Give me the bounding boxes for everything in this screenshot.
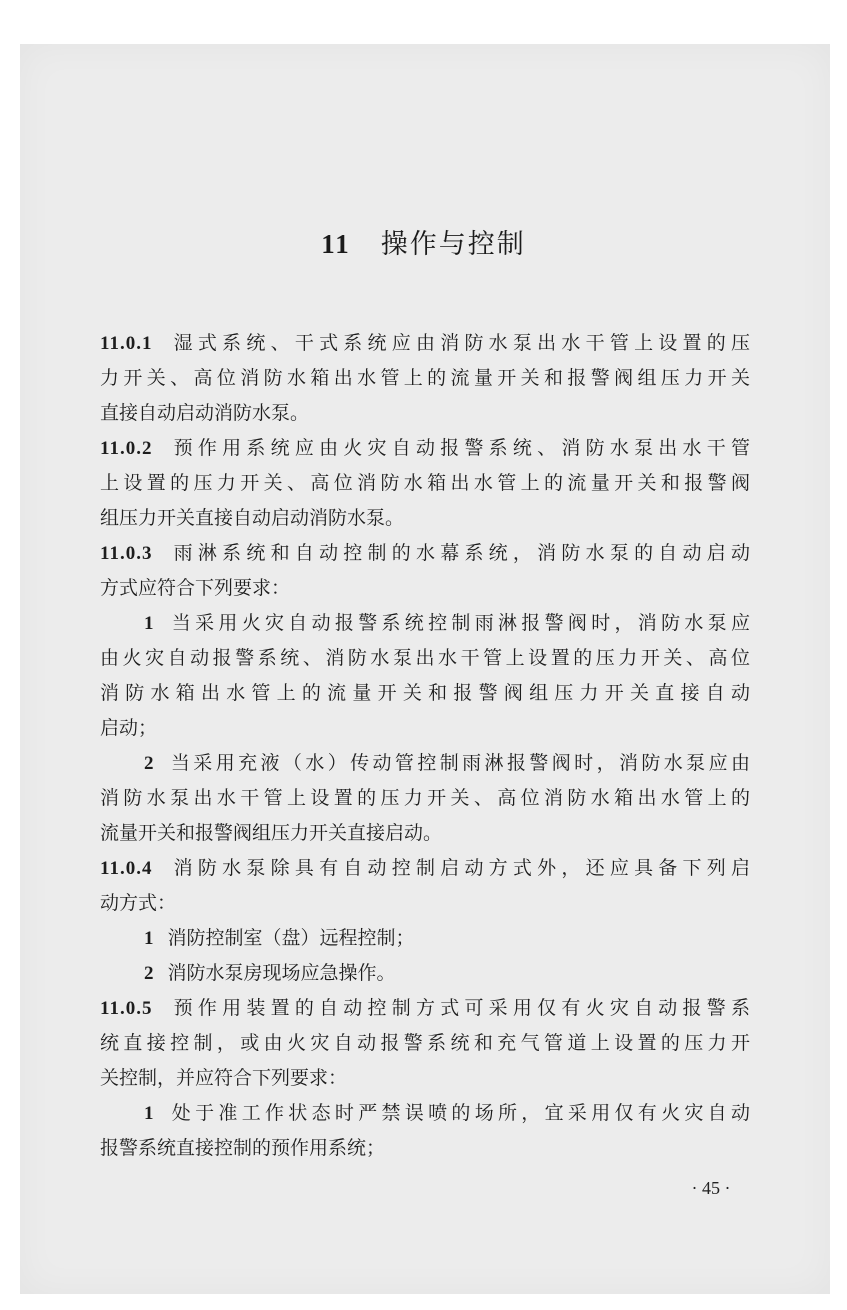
clause-11-0-1-line-3: 直接自动启动消防水泵。 [100,402,310,424]
clause-text: 消防水泵除具有自动控制启动方式外，还应具备下列启 [168,857,750,879]
clause-11-0-5-item-1-line-2: 报警系统直接控制的预作用系统； [100,1137,386,1159]
clause-11-0-4-item-2 [100,956,750,991]
clause-11-0-3-line-1 [100,536,750,571]
clause-11-0-5-line-1 [100,991,750,1026]
item-text: 消防水泵房现场应急操作。 [167,962,396,984]
clause-11-0-3-item-1-line-3: 消防水箱出水管上的流量开关和报警阀组压力开关直接自动 [100,682,750,704]
clause-11-0-3-item-1-line-4: 启动； [100,717,158,739]
clause-11-0-3-item-1-line-2: 由火灾自动报警系统、消防水泵出水干管上设置的压力开关、高位 [100,647,750,669]
chapter-title-text: 操作与控制 [380,229,526,260]
item-number: 2 [144,753,154,774]
item-text: 处于准工作状态时严禁误喷的场所，宜采用仅有火灾自动 [167,1102,750,1124]
clause-11-0-3-item-2-line-3: 流量开关和报警阀组压力开关直接启动。 [100,822,443,844]
clause-number: 11.0.4 [100,858,153,879]
body-text [100,326,750,1166]
clause-11-0-5-item-1-line-1 [100,1096,750,1131]
clause-11-0-5-line-2: 统直接控制，或由火灾自动报警系统和充气管道上设置的压力开 [100,1032,750,1054]
clause-text: 预作用系统应由火灾自动报警系统、消防水泵出水干管 [168,437,750,459]
clause-11-0-1-line-1 [100,326,750,361]
clause-text: 预作用装置的自动控制方式可采用仅有火灾自动报警系 [168,997,750,1019]
clause-text: 湿式系统、干式系统应由消防水泵出水干管上设置的压 [168,332,750,354]
item-text: 消防控制室（盘）远程控制； [167,927,415,949]
chapter-title [0,222,847,261]
clause-11-0-5-line-3: 关控制，并应符合下列要求： [100,1067,348,1089]
clause-11-0-2-line-1 [100,431,750,466]
clause-text: 雨淋系统和自动控制的水幕系统，消防水泵的自动启动 [168,542,750,564]
clause-11-0-3-item-1-line-1 [100,606,750,641]
clause-11-0-2-line-3: 组压力开关直接自动启动消防水泵。 [100,507,405,529]
page-number: · 45 · [691,1178,731,1198]
clause-11-0-4-line-1 [100,851,750,886]
clause-number: 11.0.3 [100,543,153,564]
item-number: 1 [144,928,154,949]
clause-11-0-3-item-2-line-1 [100,746,750,781]
clause-11-0-4-item-1 [100,921,750,956]
clause-number: 11.0.2 [100,438,153,459]
clause-11-0-1-line-2: 力开关、高位消防水箱出水管上的流量开关和报警阀组压力开关 [100,367,750,389]
clause-11-0-2-line-2: 上设置的压力开关、高位消防水箱出水管上的流量开关和报警阀 [100,472,750,494]
item-text: 当采用火灾自动报警系统控制雨淋报警阀时，消防水泵应 [167,612,750,634]
item-number: 1 [144,613,154,634]
clause-number: 11.0.1 [100,333,153,354]
item-text: 当采用充液（水）传动管控制雨淋报警阀时，消防水泵应由 [167,752,750,774]
clause-number: 11.0.5 [100,998,153,1019]
item-number: 2 [144,963,154,984]
clause-11-0-3-item-2-line-2: 消防水泵出水干管上设置的压力开关、高位消防水箱出水管上的 [100,787,750,809]
item-number: 1 [144,1103,154,1124]
clause-11-0-4-line-2: 动方式： [100,892,177,914]
clause-11-0-3-line-2: 方式应符合下列要求： [100,577,291,599]
chapter-number: 11 [321,229,351,259]
